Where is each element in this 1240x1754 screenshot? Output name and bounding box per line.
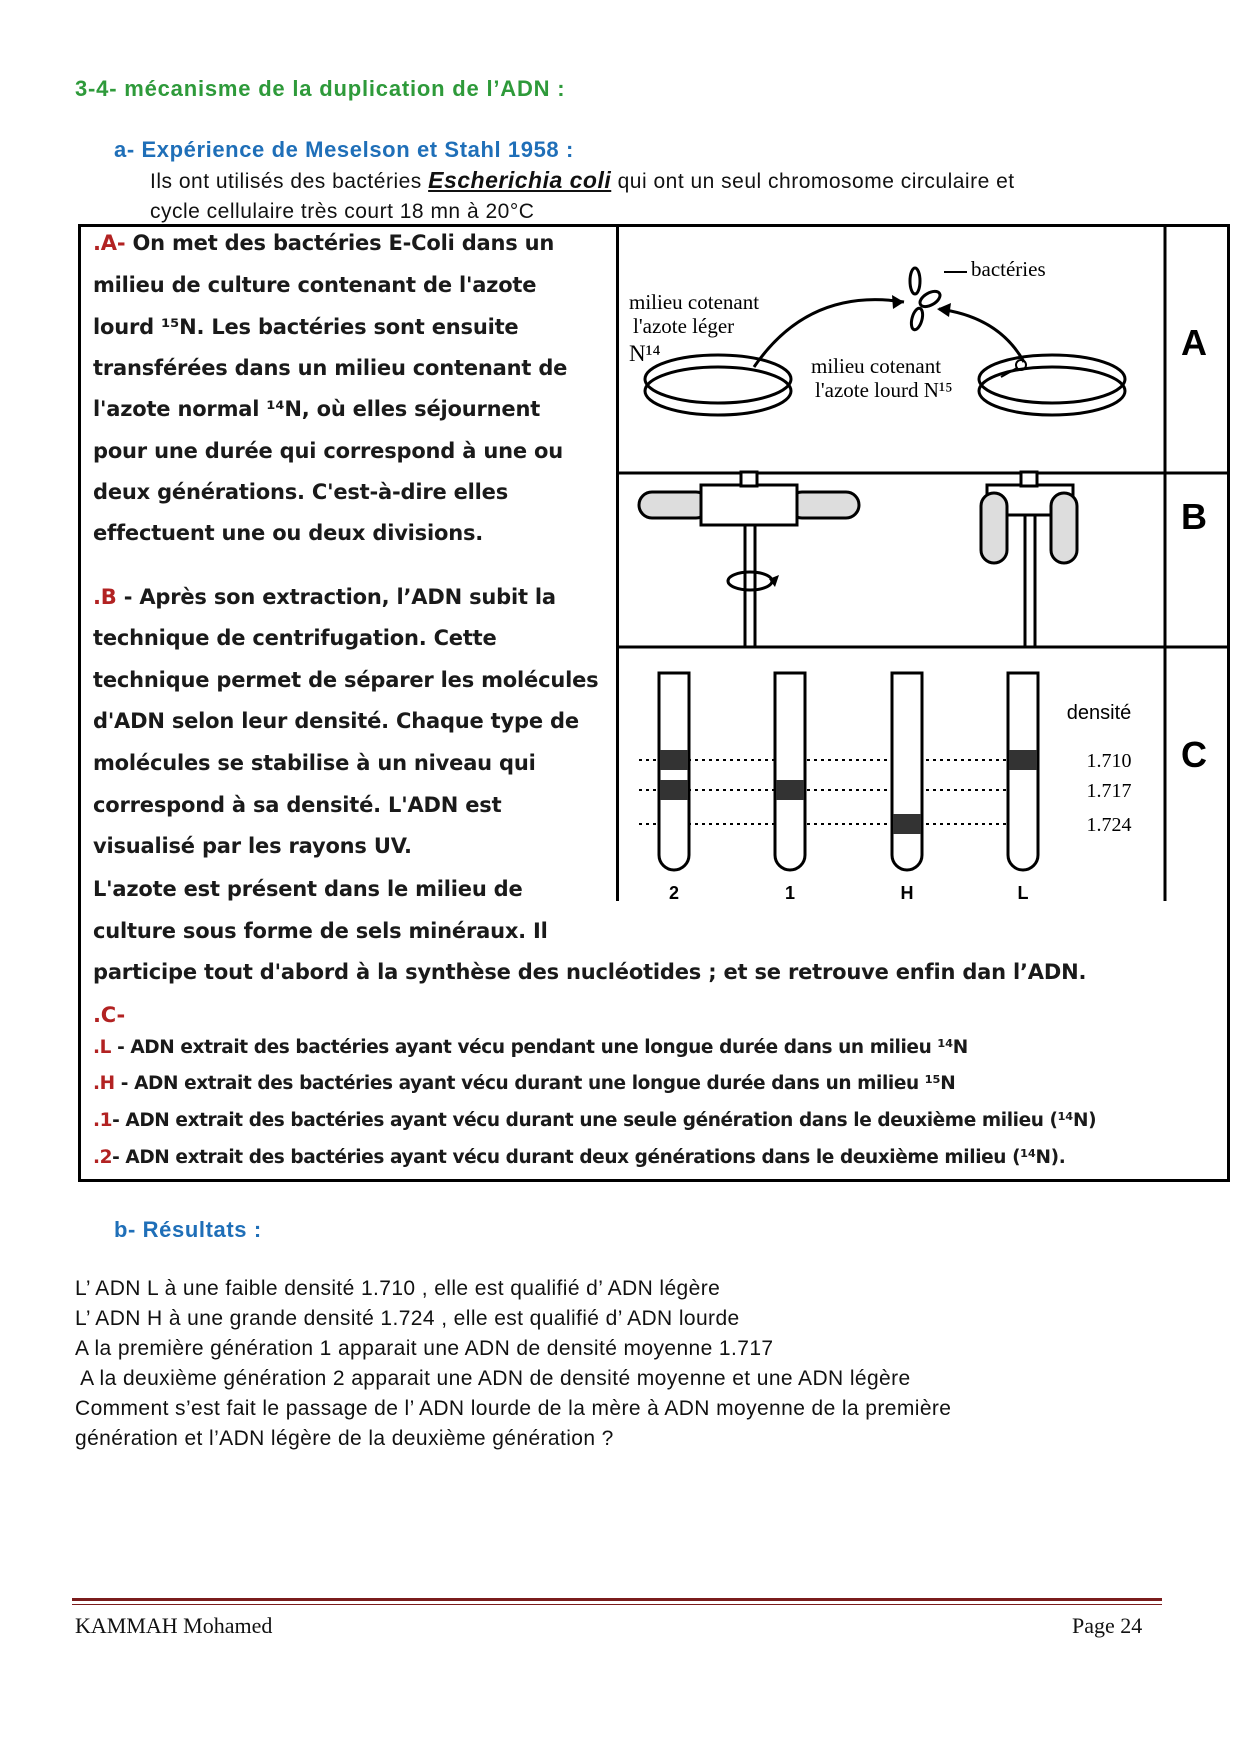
c-item-H	[93, 1073, 955, 1094]
section-title: 3-4- mécanisme de la duplication de l’ADN :	[75, 76, 566, 101]
letter-B: B	[1181, 496, 1207, 537]
tube-H	[892, 673, 922, 870]
experiment-figure	[78, 224, 1230, 1182]
footer-author: KAMMAH Mohamed	[75, 1613, 273, 1638]
centrifuge-stopped	[981, 472, 1077, 647]
text-B-line-2: technique de centrifugation. Cette	[93, 626, 497, 650]
text-B-line-8: L'azote est présent dans le milieu de	[93, 877, 523, 901]
text-B-line-10: participe tout d'abord à la synthèse des nucléotides ; et se retrouve enfin dan l’ADN.	[93, 960, 1087, 984]
label-heavy-2: l'azote lourd N¹⁵	[815, 378, 953, 402]
footer-page-number: Page 24	[1072, 1613, 1143, 1638]
label-light-iso: N¹⁴	[629, 341, 661, 366]
text-A-line-7: deux générations. C'est-à-dire elles	[93, 480, 509, 504]
intro-line-1	[150, 165, 1015, 197]
c-item-2-label: .2	[93, 1147, 113, 1168]
subsection-b-title: b- Résultats :	[114, 1217, 262, 1242]
result-line-3: A la première génération 1 apparait une ADN de densité moyenne 1.717	[75, 1337, 774, 1360]
c-item-L-label: .L	[93, 1037, 112, 1058]
tube-label-2: 2	[668, 883, 680, 901]
text-B-line-1-body: - Après son extraction, l’ADN subit la	[123, 585, 556, 609]
intro-text-before: Ils ont utilisés des bactéries	[150, 170, 429, 193]
arrow-from-heavy-medium	[939, 309, 1024, 362]
organism-name: Escherichia coli	[428, 167, 612, 193]
text-A-line-5: l'azote normal ¹⁴N, où elles séjournent	[93, 397, 541, 421]
petri-dish-heavy	[979, 355, 1125, 415]
text-A-line-1-body: On met des bactéries E-Coli dans un	[132, 231, 555, 255]
c-item-H-label: .H	[93, 1073, 115, 1094]
text-B-line-4: d'ADN selon leur densité. Chaque type de	[93, 709, 579, 733]
c-item-H-text: - ADN extrait des bactéries ayant vécu durant une longue durée dans un milieu ¹⁵N	[114, 1073, 956, 1094]
text-A-line-8: effectuent une ou deux divisions.	[93, 521, 484, 545]
footer-rule-thin	[72, 1604, 1162, 1605]
result-line-6: génération et l’ADN légère de la deuxième génération ?	[75, 1427, 614, 1450]
c-item-2	[93, 1147, 1065, 1168]
c-item-L	[93, 1037, 968, 1058]
diagram-panel	[616, 227, 1230, 901]
c-item-1	[93, 1110, 1096, 1131]
footer-rule-thick	[72, 1598, 1162, 1601]
text-A-line-4: transférées dans un milieu contenant de	[93, 356, 568, 380]
tube-1	[775, 673, 805, 870]
tube-2	[659, 673, 689, 870]
diagram-svg	[619, 227, 1230, 901]
text-A-line-6: pour une durée qui correspond à une ou	[93, 439, 563, 463]
c-item-L-text: - ADN extrait des bactéries ayant vécu pendant une longue durée dans un milieu ¹⁴N	[111, 1037, 968, 1058]
label-bacteria: bactéries	[971, 257, 1046, 281]
c-item-1-text: - ADN extrait des bactéries ayant vécu durant une seule génération dans le deuxième milieu (¹⁴N)	[112, 1110, 1097, 1131]
density-1710: 1.710	[1086, 750, 1132, 772]
subsection-a-title: a- Expérience de Meselson et Stahl 1958 :	[114, 137, 574, 162]
text-B-line-7: visualisé par les rayons UV.	[93, 834, 412, 858]
density-1717: 1.717	[1086, 780, 1132, 802]
result-line-4: A la deuxième génération 2 apparait une ADN de densité moyenne et une ADN légère	[75, 1367, 911, 1390]
intro-line-2: cycle cellulaire très court 18 mn à 20°C	[150, 200, 535, 223]
label-C: .C-	[93, 1003, 125, 1027]
result-line-5: Comment s’est fait le passage de l’ ADN lourde de la mère à ADN moyenne de la première	[75, 1397, 952, 1420]
result-line-1: L’ ADN L à une faible densité 1.710 , elle est qualifié d’ ADN légère	[75, 1277, 721, 1300]
c-item-1-label: .1	[93, 1110, 113, 1131]
letter-A: A	[1181, 322, 1207, 363]
label-light-1: milieu cotenant	[629, 290, 760, 314]
text-B-line-5: molécules se stabilise à un niveau qui	[93, 751, 536, 775]
text-B-line-3: technique permet de séparer les molécules	[93, 668, 599, 692]
bacteria-icon	[909, 268, 942, 331]
arrowhead-2	[937, 303, 951, 317]
tube-label-H: H	[900, 883, 914, 901]
text-B-line-1	[93, 585, 556, 609]
density-1724: 1.724	[1086, 814, 1132, 836]
text-A-line-3: lourd ¹⁵N. Les bactéries sont ensuite	[93, 315, 519, 339]
c-item-2-text: - ADN extrait des bactéries ayant vécu durant deux générations dans le deuxième milieu (¹⁴N).	[112, 1147, 1066, 1168]
result-line-2: L’ ADN H à une grande densité 1.724 , elle est qualifié d’ ADN lourde	[75, 1307, 740, 1330]
label-light-2: l'azote léger	[633, 314, 735, 338]
label-B: .B	[93, 585, 117, 609]
petri-dish-light	[645, 355, 791, 415]
tube-label-1: 1	[784, 883, 796, 901]
text-B-line-6: correspond à sa densité. L'ADN est	[93, 793, 502, 817]
centrifuge-spinning	[639, 472, 859, 647]
tube-L	[1008, 673, 1038, 870]
label-A: .A-	[93, 231, 126, 255]
text-A-line-2: milieu de culture contenant de l'azote	[93, 273, 537, 297]
text-A-line-1	[93, 231, 554, 255]
tube-label-L: L	[1017, 883, 1029, 901]
arrowhead-1	[892, 295, 904, 309]
letter-C: C	[1181, 734, 1207, 775]
label-heavy-1: milieu cotenant	[811, 354, 942, 378]
text-B-line-9: culture sous forme de sels minéraux. Il	[93, 919, 548, 943]
density-label: densité	[1066, 702, 1132, 724]
intro-text-after: qui ont un seul chromosome circulaire et	[611, 170, 1015, 193]
